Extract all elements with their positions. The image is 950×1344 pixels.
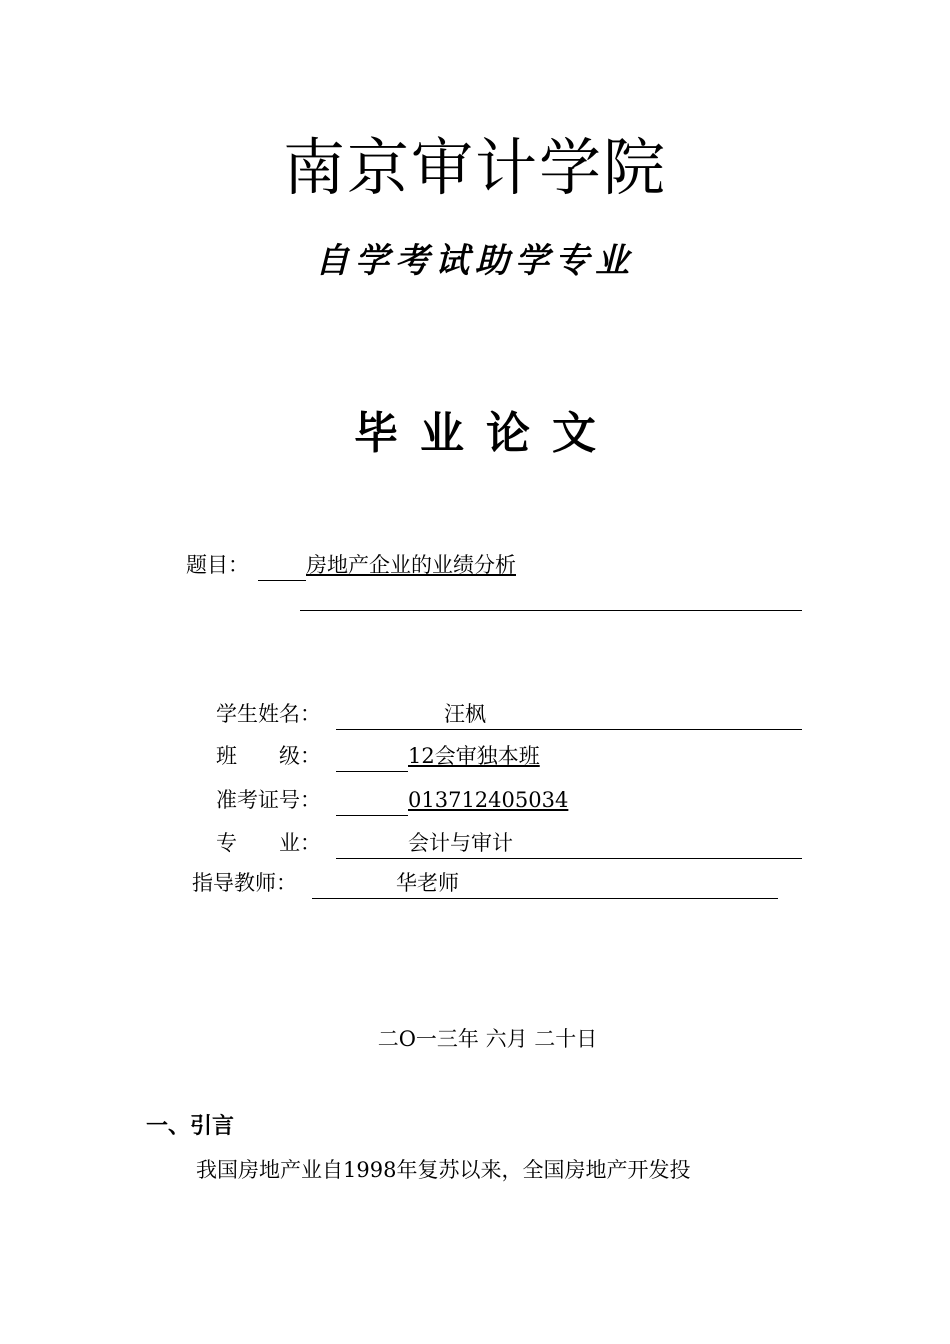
advisor-value: 华老师 xyxy=(396,871,459,895)
program-subtitle: 自学考试助学专业 xyxy=(315,241,635,281)
exam-id-label: 准考证号： xyxy=(216,788,321,812)
section-heading: 一、引言 xyxy=(146,1114,235,1139)
class-label: 班 级： xyxy=(216,744,321,768)
student-name-underline xyxy=(336,699,802,730)
school-title: 南京审计学院 xyxy=(282,131,667,204)
student-name-label: 学生姓名： xyxy=(216,702,321,726)
major-underline xyxy=(336,828,802,859)
major-value: 会计与审计 xyxy=(408,831,513,855)
class-underline-lead xyxy=(336,741,408,772)
topic-value: 房地产企业的业绩分析 xyxy=(306,553,516,577)
exam-id-underline-lead xyxy=(336,785,408,816)
exam-id-value: 013712405034 xyxy=(408,788,569,812)
topic-label: 题目： xyxy=(186,553,249,577)
body-paragraph-line: 我国房地产业自1998年复苏以来，全国房地产开发投 xyxy=(196,1158,691,1182)
document-type-title: 毕业论文 xyxy=(354,408,618,459)
advisor-label: 指导教师： xyxy=(192,871,297,895)
student-name-value: 汪枫 xyxy=(444,702,486,726)
submission-date: 二O一三年 六月 二十日 xyxy=(377,1027,598,1051)
class-value: 12会审独本班 xyxy=(408,744,540,768)
advisor-underline xyxy=(312,868,778,899)
major-label: 专 业： xyxy=(216,831,321,855)
topic-second-line xyxy=(300,580,802,611)
topic-underline-lead xyxy=(258,550,306,581)
